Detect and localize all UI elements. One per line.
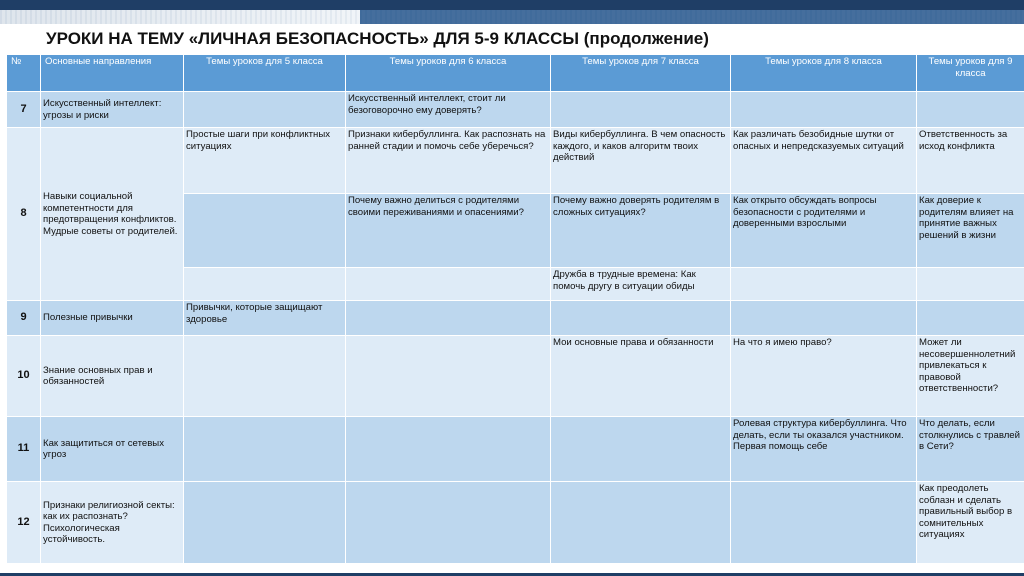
top-banner — [0, 0, 1024, 10]
row-number: 10 — [7, 336, 41, 417]
row-direction: Признаки религиозной секты: как их распознать? Психологическая устойчивость. — [41, 482, 184, 564]
row-number: 11 — [7, 417, 41, 482]
cell-grade-8 — [731, 268, 917, 301]
header-direction: Основные направления — [41, 55, 184, 92]
cell-grade-5: Привычки, которые защищают здоровье — [184, 301, 346, 336]
cell-grade-6 — [346, 482, 551, 564]
cell-grade-6 — [346, 417, 551, 482]
cell-grade-5 — [184, 194, 346, 268]
cell-grade-6: Искусственный интеллект, стоит ли безоговорочно ему доверять? — [346, 92, 551, 128]
row-number: 12 — [7, 482, 41, 564]
cell-grade-6: Почему важно делиться с родителями своими переживаниями и опасениями? — [346, 194, 551, 268]
cell-grade-8: Как открыто обсуждать вопросы безопасности с родителями и доверенными взрослыми — [731, 194, 917, 268]
header-grade-9: Темы уроков для 9 класса — [917, 55, 1024, 92]
cell-grade-9 — [917, 92, 1024, 128]
cell-grade-7 — [551, 482, 731, 564]
cell-grade-9: Может ли несовершеннолетний привлекаться к правовой ответственности? — [917, 336, 1024, 417]
cell-grade-6 — [346, 268, 551, 301]
cell-grade-8 — [731, 482, 917, 564]
cell-grade-9: Что делать, если столкнулись с травлей в Сети? — [917, 417, 1024, 482]
row-direction: Полезные привычки — [41, 301, 184, 336]
cell-grade-8 — [731, 301, 917, 336]
cell-grade-7: Мои основные права и обязанности — [551, 336, 731, 417]
table-row — [7, 301, 1024, 336]
table-row — [7, 128, 1024, 194]
table-row — [7, 92, 1024, 128]
cell-grade-6 — [346, 336, 551, 417]
cell-grade-9: Как преодолеть соблазн и сделать правильный выбор в сомнительных ситуациях — [917, 482, 1024, 564]
row-number: 8 — [7, 128, 41, 301]
cell-grade-9 — [917, 301, 1024, 336]
cell-grade-5 — [184, 482, 346, 564]
cell-grade-8: Ролевая структура кибербуллинга. Что делать, если ты оказался участником. Первая помощь себе — [731, 417, 917, 482]
cell-grade-9 — [917, 268, 1024, 301]
top-banner-accent — [360, 10, 1024, 24]
header-grade-8: Темы уроков для 8 класса — [731, 55, 917, 92]
header-grade-5: Темы уроков для 5 класса — [184, 55, 346, 92]
cell-grade-5: Простые шаги при конфликтных ситуациях — [184, 128, 346, 194]
cell-grade-8 — [731, 92, 917, 128]
cell-grade-7: Виды кибербуллинга. В чем опасность каждого, и каков алгоритм твоих действий — [551, 128, 731, 194]
row-number: 7 — [7, 92, 41, 128]
header-grade-7: Темы уроков для 7 класса — [551, 55, 731, 92]
cell-grade-5 — [184, 336, 346, 417]
cell-grade-5 — [184, 92, 346, 128]
row-number: 9 — [7, 301, 41, 336]
cell-grade-8: Как различать безобидные шутки от опасных и непредсказуемых ситуаций — [731, 128, 917, 194]
cell-grade-7 — [551, 301, 731, 336]
cell-grade-5 — [184, 417, 346, 482]
table-row — [7, 482, 1024, 564]
cell-grade-8: На что я имею право? — [731, 336, 917, 417]
cell-grade-7: Почему важно доверять родителям в сложных ситуациях? — [551, 194, 731, 268]
cell-grade-9: Как доверие к родителям влияет на принятие важных решений в жизни — [917, 194, 1024, 268]
header-row — [7, 55, 1024, 92]
cell-grade-7: Дружба в трудные времена: Как помочь другу в ситуации обиды — [551, 268, 731, 301]
row-direction: Как защититься от сетевых угроз — [41, 417, 184, 482]
table-row — [7, 336, 1024, 417]
lessons-table — [6, 54, 1024, 564]
row-direction: Знание основных прав и обязанностей — [41, 336, 184, 417]
cell-grade-9: Ответственность за исход конфликта — [917, 128, 1024, 194]
row-direction: Искусственный интеллект: угрозы и риски — [41, 92, 184, 128]
cell-grade-5 — [184, 268, 346, 301]
table-row — [7, 417, 1024, 482]
cell-grade-6: Признаки кибербуллинга. Как распознать на ранней стадии и помочь себе уберечься? — [346, 128, 551, 194]
header-grade-6: Темы уроков для 6 класса — [346, 55, 551, 92]
cell-grade-6 — [346, 301, 551, 336]
row-direction: Навыки социальной компетентности для предотвращения конфликтов. Мудрые советы от родителей. — [41, 128, 184, 301]
header-num: № — [7, 55, 41, 92]
cell-grade-7 — [551, 417, 731, 482]
cell-grade-7 — [551, 92, 731, 128]
page-title: УРОКИ НА ТЕМУ «ЛИЧНАЯ БЕЗОПАСНОСТЬ» ДЛЯ 5-9 КЛАССЫ (продолжение) — [46, 29, 709, 48]
top-banner-gradient — [0, 10, 360, 24]
